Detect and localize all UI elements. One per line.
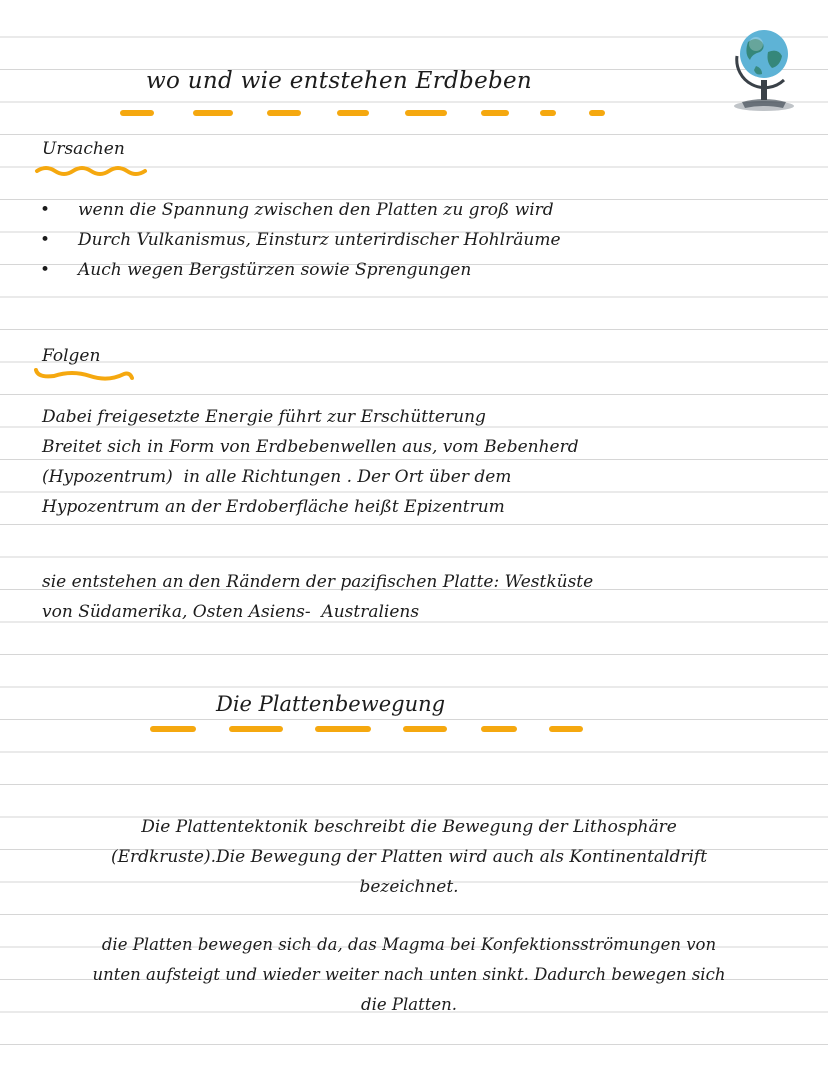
- title-dash-underline: [118, 107, 612, 119]
- list-item: • Auch wegen Bergstürzen sowie Sprengungen: [40, 255, 561, 285]
- text-line: (Erdkruste).Die Bewegung der Platten wird auch als Kontinentaldrift: [110, 847, 708, 867]
- text-line: (Hypozentrum) in alle Richtungen . Der Ort über dem: [42, 467, 512, 487]
- plattenbewegung-paragraph-1: [14, 812, 804, 902]
- text-line: Die Plattentektonik beschreibt die Bewegung der Lithosphäre: [141, 817, 677, 837]
- text-line: die Platten bewegen sich da, das Magma bei Konfektionsströmungen von: [101, 935, 717, 954]
- wavy-underline-folgen: [32, 364, 136, 386]
- list-item: • wenn die Spannung zwischen den Platten zu groß wird: [40, 195, 561, 225]
- section-heading-plattenbewegung: Die Plattenbewegung: [216, 692, 446, 716]
- text-line: Dabei freigesetzte Energie führt zur Erschütterung: [42, 407, 486, 427]
- wavy-underline-ursachen: [34, 163, 152, 177]
- heading-dash-underline: [148, 723, 588, 735]
- list-item: • Durch Vulkanismus, Einsturz unterirdischer Hohlräume: [40, 225, 561, 255]
- plattenbewegung-paragraph-2: [4, 930, 814, 1020]
- text-line: von Südamerika, Osten Asiens- Australiens: [42, 602, 420, 622]
- folgen-text: [42, 402, 579, 522]
- globe-icon: [728, 22, 800, 114]
- section-heading-ursachen: Ursachen: [42, 139, 125, 159]
- text-line: Hypozentrum an der Erdoberfläche heißt Epizentrum: [42, 497, 505, 517]
- page-title: wo und wie entstehen Erdbeben: [146, 68, 533, 94]
- text-line: bezeichnet.: [359, 877, 459, 897]
- text-line: unten aufsteigt und wieder weiter nach unten sinkt. Dadurch bewegen sich: [92, 965, 726, 984]
- text-line: die Platten.: [361, 995, 457, 1014]
- section-heading-folgen: Folgen: [42, 346, 101, 366]
- ursachen-list: [40, 195, 561, 285]
- text-line: Breitet sich in Form von Erdbebenwellen aus, vom Bebenherd: [42, 437, 579, 457]
- location-text: [42, 567, 593, 627]
- text-line: sie entstehen an den Rändern der pazifischen Platte: Westküste: [42, 572, 594, 592]
